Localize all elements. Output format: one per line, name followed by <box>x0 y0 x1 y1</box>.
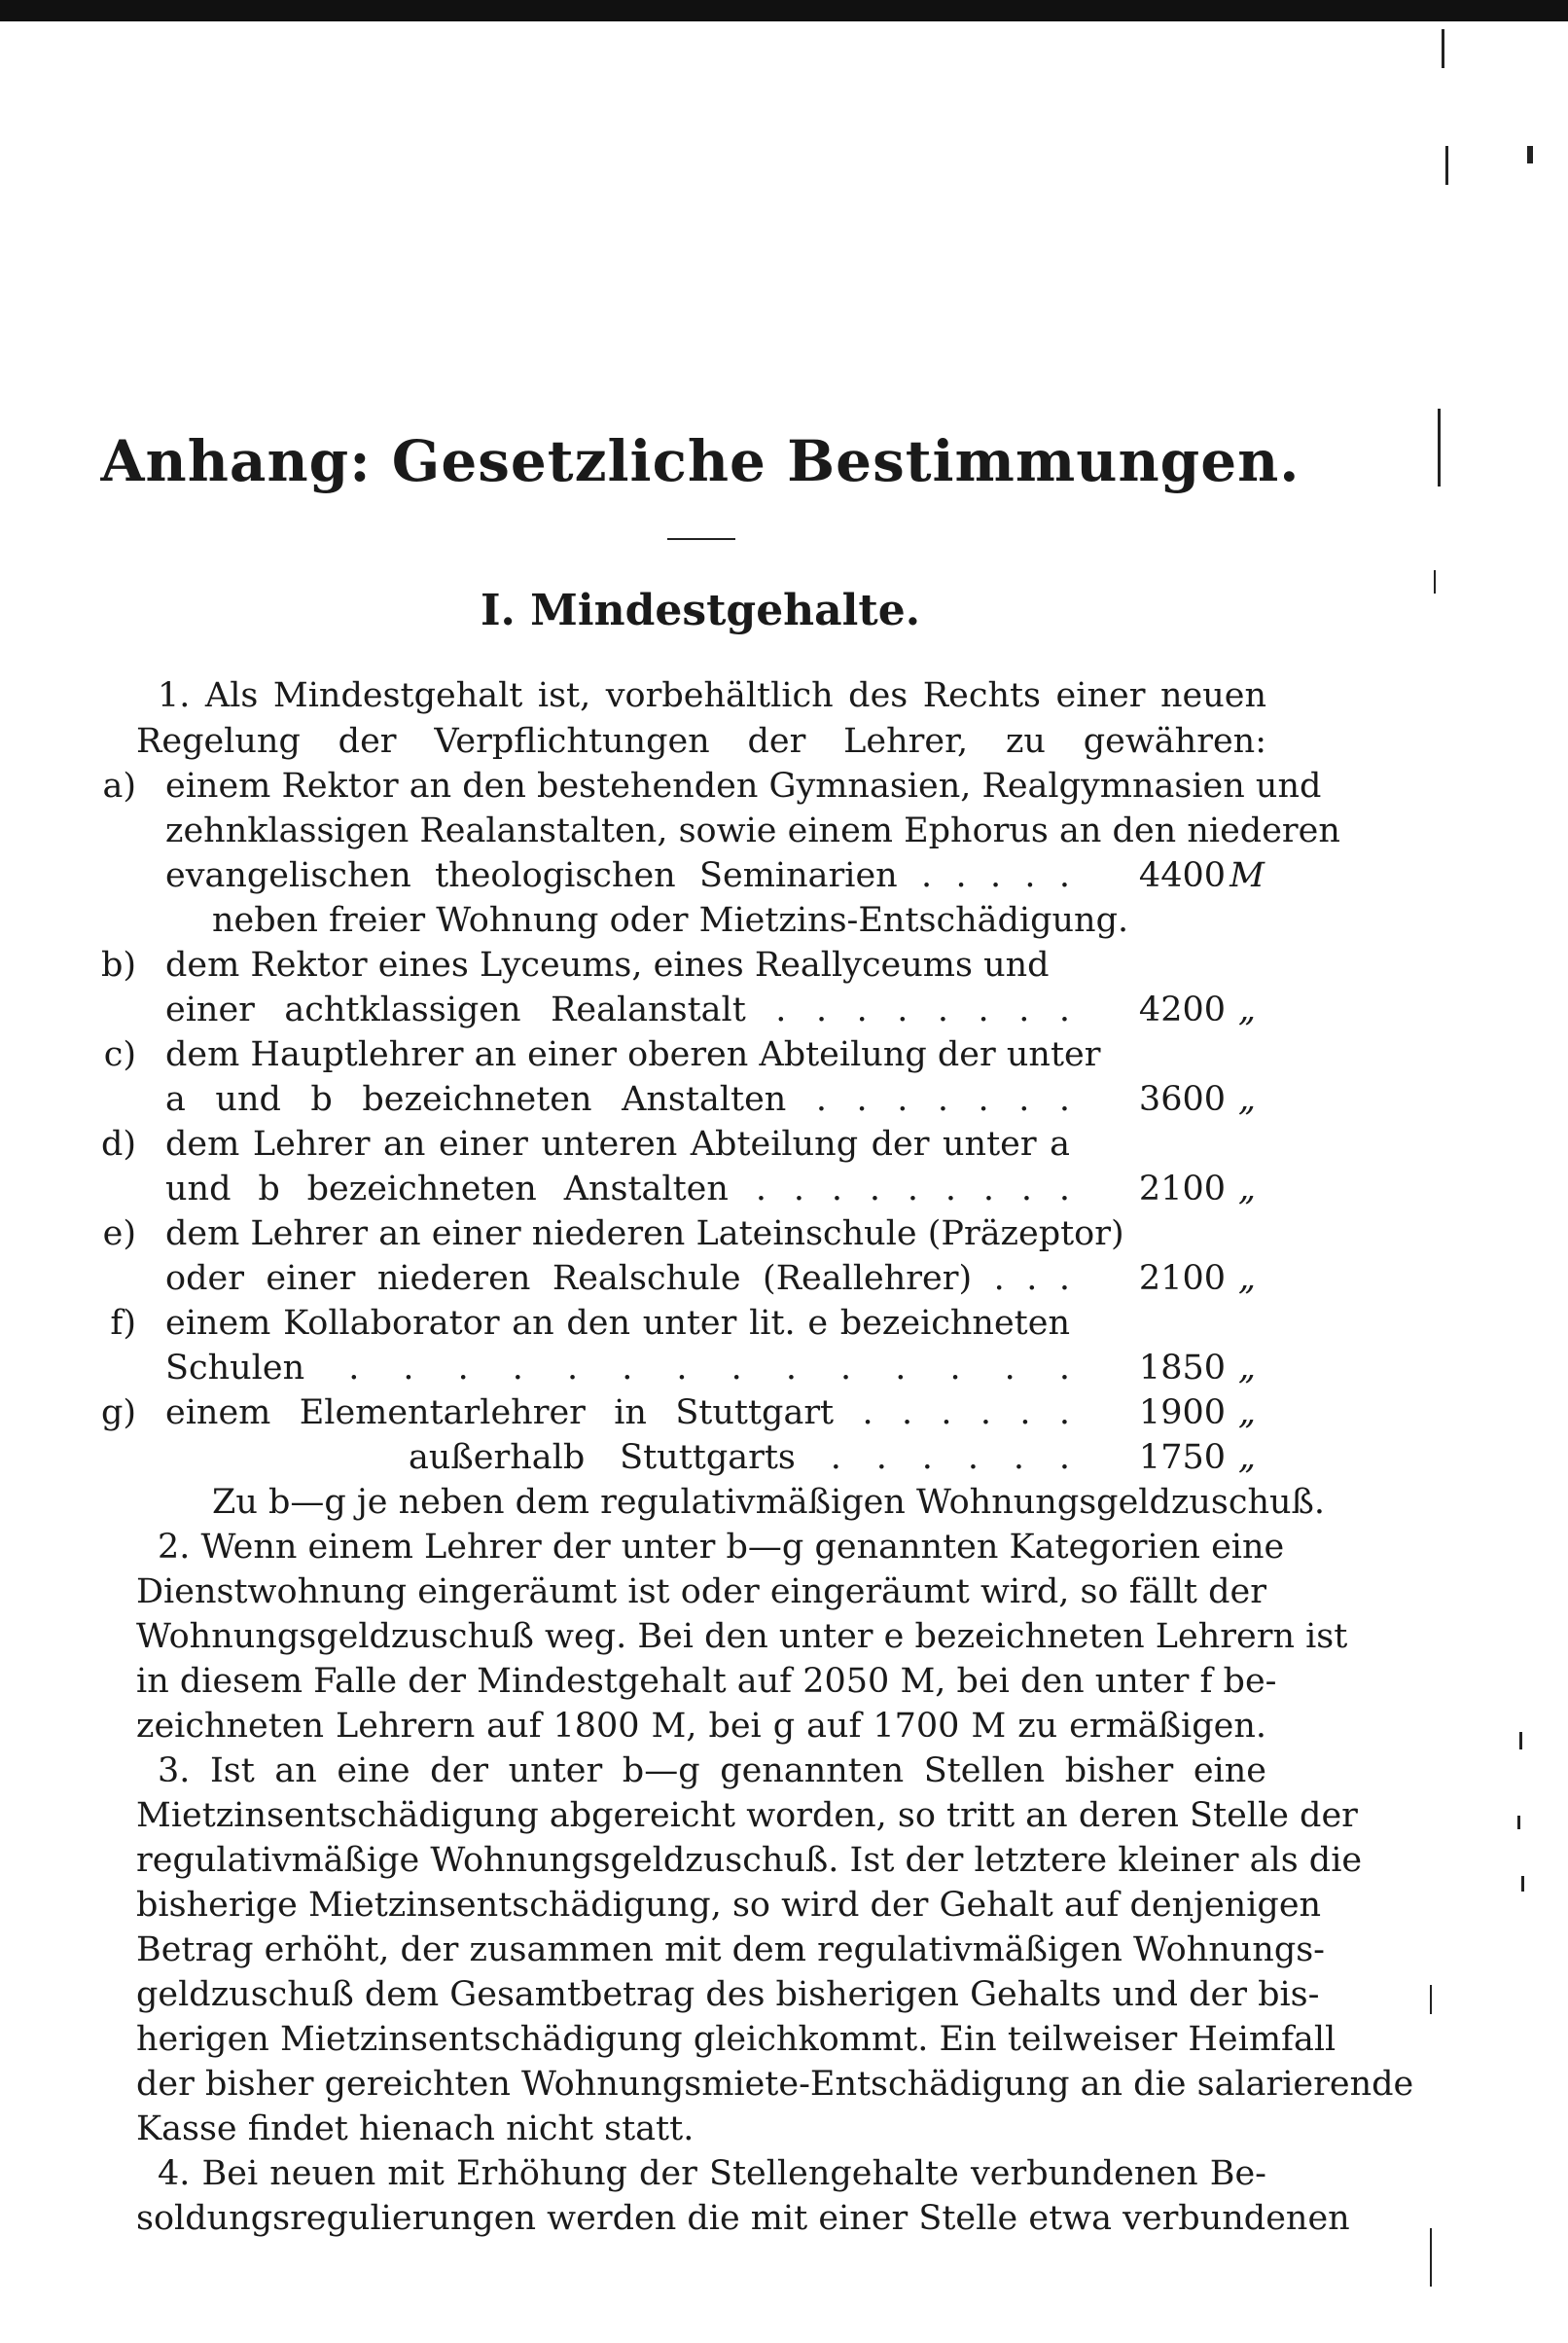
item-e-unit: „ <box>1237 1259 1257 1298</box>
p3-line1: 3. Ist an eine der unter b—g genannten Stellen bisher eine <box>158 1751 1266 1790</box>
scan-margin-mark <box>1521 1876 1524 1892</box>
page-heading: Anhang: Gesetzliche Bestimmungen. <box>100 428 1301 494</box>
item-d-amount: 2100 <box>1138 1170 1226 1208</box>
p1-line2: Regelung der Verpflichtungen der Lehrer, zu gewähren: <box>136 722 1266 761</box>
item-g-label: g) <box>100 1393 136 1432</box>
item-f-unit: „ <box>1237 1349 1257 1388</box>
p1-line1: 1. Als Mindestgehalt ist, vorbehältlich des Rechts einer neuen <box>158 676 1266 715</box>
p3-line7: herigen Mietzinsentschädigung gleichkommt. Ein teilweiser Heimfall <box>136 2020 1336 2059</box>
p3-line5: Betrag erhöht, der zusammen mit dem regulativmäßigen Wohnungs- <box>136 1930 1326 1969</box>
item-a-note: neben freier Wohnung oder Mietzins-Entschädigung. <box>212 901 1129 940</box>
item-f-label: f) <box>110 1304 136 1343</box>
item-b-amount: 4200 <box>1138 991 1226 1029</box>
scan-margin-mark <box>1519 1732 1522 1749</box>
items-footer: Zu b—g je neben dem regulativmäßigen Wohnungsgeldzuschuß. <box>212 1483 1326 1522</box>
item-a-label: a) <box>102 767 136 806</box>
scan-margin-mark <box>1430 1985 1432 2014</box>
item-c-line1: dem Hauptlehrer an einer oberen Abteilung der unter <box>165 1035 1101 1074</box>
scan-margin-mark <box>1517 1816 1520 1829</box>
scan-margin-mark <box>1434 570 1436 594</box>
item-c-unit: „ <box>1237 1080 1257 1119</box>
item-b-unit: „ <box>1237 991 1257 1029</box>
item-b-label: b) <box>100 946 136 985</box>
item-g-line2: außerhalb Stuttgarts . . . . . . <box>409 1438 1070 1477</box>
item-b-line1: dem Rektor eines Lyceums, eines Reallyceums und <box>165 946 1050 985</box>
p3-line2: Mietzinsentschädigung abgereicht worden, so tritt an deren Stelle der <box>136 1796 1358 1835</box>
item-g-unit1: „ <box>1237 1393 1257 1432</box>
p4-line1: 4. Bei neuen mit Erhöhung der Stellengehalte verbundenen Be- <box>158 2154 1266 2193</box>
item-f-amount: 1850 <box>1138 1349 1226 1388</box>
item-b-line2: einer achtklassigen Realanstalt . . . . . . . . <box>165 991 1070 1029</box>
item-c-line2: a und b bezeichneten Anstalten . . . . . . . <box>165 1080 1070 1119</box>
item-e-line1: dem Lehrer an einer niederen Lateinschule (Präzeptor) <box>165 1214 1124 1253</box>
p3-line6: geldzuschuß dem Gesamtbetrag des bisherigen Gehalts und der bis- <box>136 1975 1320 2014</box>
item-g-amount2: 1750 <box>1138 1438 1226 1477</box>
scan-margin-mark <box>1430 2228 1432 2287</box>
item-f-line1: einem Kollaborator an den unter lit. e bezeichneten <box>165 1304 1070 1343</box>
p4-line2: soldungsregulierungen werden die mit einer Stelle etwa verbundenen <box>136 2199 1350 2238</box>
item-a-unit: M <box>1229 856 1265 895</box>
item-d-label: d) <box>100 1125 136 1164</box>
item-d-unit: „ <box>1237 1170 1257 1208</box>
scan-top-border <box>0 0 1568 21</box>
p3-line8: der bisher gereichten Wohnungsmiete-Entschädigung an die salarierende <box>136 2065 1414 2104</box>
p3-line9: Kasse findet hienach nicht statt. <box>136 2109 695 2148</box>
item-e-label: e) <box>102 1214 136 1253</box>
item-c-label: c) <box>103 1035 136 1074</box>
item-g-amount1: 1900 <box>1138 1393 1226 1432</box>
p3-line3: regulativmäßige Wohnungsgeldzuschuß. Ist der letztere kleiner als die <box>136 1841 1363 1880</box>
item-a-amount: 4400 <box>1138 856 1226 895</box>
item-g-unit2: „ <box>1237 1438 1257 1477</box>
item-d-line1: dem Lehrer an einer unteren Abteilung der unter a <box>165 1125 1070 1164</box>
item-e-amount: 2100 <box>1138 1259 1226 1298</box>
scan-margin-mark <box>1438 409 1441 487</box>
p2-line4: in diesem Falle der Mindestgehalt auf 2050 M, bei den unter f be- <box>136 1662 1277 1701</box>
item-a-line1: einem Rektor an den bestehenden Gymnasien, Realgymnasien und <box>165 767 1322 806</box>
item-e-line2: oder einer niederen Realschule (Reallehrer) . . . <box>165 1259 1070 1298</box>
p2-line5: zeichneten Lehrern auf 1800 M, bei g auf 1700 M zu ermäßigen. <box>136 1707 1266 1746</box>
scan-margin-mark <box>1527 146 1533 163</box>
scan-margin-mark <box>1445 146 1448 185</box>
item-d-line2: und b bezeichneten Anstalten . . . . . . . . . <box>165 1170 1070 1208</box>
item-a-line2: zehnklassigen Realanstalten, sowie einem Ephorus an den niederen <box>165 811 1340 850</box>
section-title: I. Mindestgehalte. <box>480 586 921 635</box>
p3-line4: bisherige Mietzinsentschädigung, so wird der Gehalt auf denjenigen <box>136 1886 1322 1925</box>
item-a-line3: evangelischen theologischen Seminarien . . . . . <box>165 856 1070 895</box>
p2-line2: Dienstwohnung eingeräumt ist oder eingeräumt wird, so fällt der <box>136 1572 1266 1611</box>
p2-line1: 2. Wenn einem Lehrer der unter b—g genannten Kategorien eine <box>158 1528 1285 1567</box>
heading-divider <box>667 538 735 540</box>
item-g-line1: einem Elementarlehrer in Stuttgart . . . . . . <box>165 1393 1070 1432</box>
item-f-line2: Schulen . . . . . . . . . . . . . . <box>165 1349 1070 1388</box>
item-c-amount: 3600 <box>1138 1080 1226 1119</box>
p2-line3: Wohnungsgeldzuschuß weg. Bei den unter e bezeichneten Lehrern ist <box>136 1617 1348 1656</box>
scan-margin-mark <box>1442 29 1444 68</box>
